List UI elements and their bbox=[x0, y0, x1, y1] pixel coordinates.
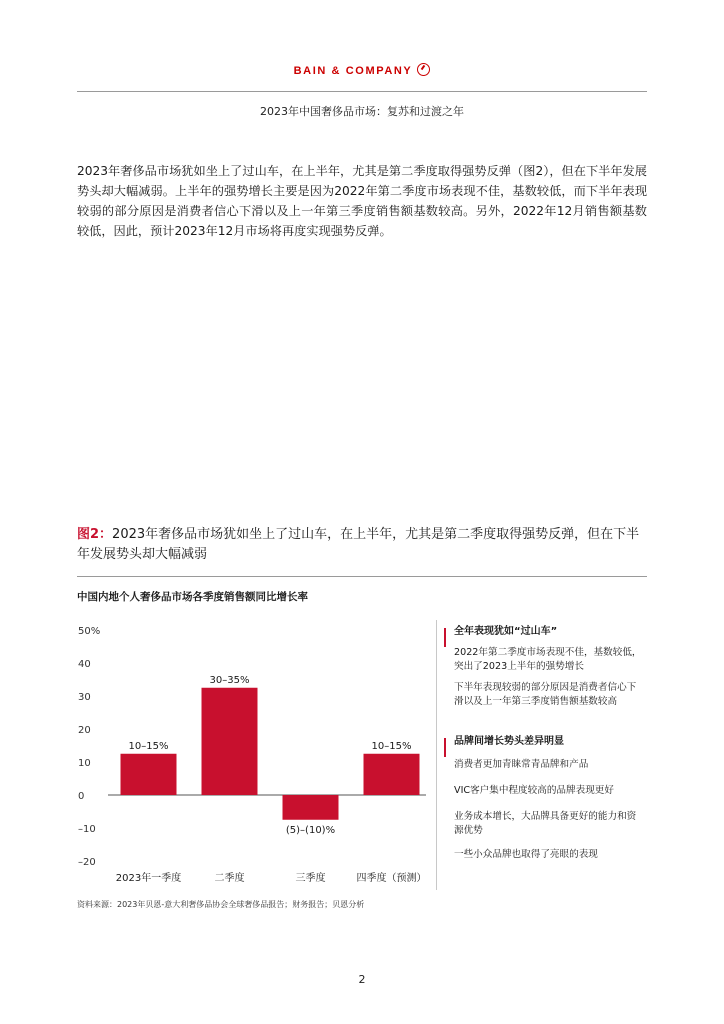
y-tick-label: 40 bbox=[78, 659, 91, 670]
figure-top-divider bbox=[77, 576, 647, 577]
takeaway-item: 消费者更加青睐常青品牌和产品 bbox=[454, 759, 589, 770]
category-label: 二季度 bbox=[214, 873, 245, 884]
takeaway-item: 一些小众品牌也取得了亮眼的表现 bbox=[454, 849, 598, 860]
data-label: 30–35% bbox=[209, 674, 250, 686]
bar bbox=[364, 754, 420, 795]
intro-paragraph: 2023年奢侈品市场犹如坐上了过山车，在上半年，尤其是第二季度取得强势反弹（图2），但在下半年发展势头却大幅减弱。上半年的强势增长主要是因为2022年第二季度市场表现不佳，基数较低，而下半年表现较弱的部分原因是消费者信心下滑以及上一年第三季度销售额基数较高。另外，2022年12月销售额基数较低，因此，预计2023年12月市场将再度实现强势反弹。 bbox=[77, 164, 647, 238]
source-note: 资料来源：2023年贝恩-意大利奢侈品协会全球奢侈品报告；财务报告；贝恩分析 bbox=[77, 900, 365, 909]
takeaway-item: 2022年第二季度市场表现不佳，基数较低，突出了2023上半年的强势增长 bbox=[454, 647, 642, 672]
section-marker bbox=[444, 738, 446, 757]
category-label: 四季度（预测） bbox=[356, 873, 427, 884]
chart-title: 中国内地个人奢侈品市场各季度销售额同比增长率 bbox=[77, 591, 308, 603]
data-label: 10–15% bbox=[371, 740, 412, 752]
y-tick-label: 0 bbox=[78, 791, 85, 802]
y-tick-label: 20 bbox=[78, 725, 91, 736]
brand-logo bbox=[0, 63, 724, 77]
bar bbox=[121, 754, 177, 795]
takeaway-section-2 bbox=[444, 735, 644, 862]
takeaway-section-1 bbox=[444, 625, 644, 709]
report-subtitle: 2023年中国奢侈品市场：复苏和过渡之年 bbox=[260, 105, 464, 118]
bar bbox=[283, 795, 339, 820]
page-number: 2 bbox=[358, 973, 366, 986]
takeaway-heading-1: 全年表现犹如“过山车” bbox=[454, 626, 558, 637]
y-tick-label: –20 bbox=[78, 857, 96, 868]
y-tick-label: 10 bbox=[78, 758, 91, 769]
chart-sidebar-divider bbox=[436, 620, 437, 890]
y-tick-label: –10 bbox=[78, 824, 96, 835]
key-takeaways-sidebar bbox=[444, 620, 644, 862]
figure-label: 图2： bbox=[77, 527, 113, 542]
category-label: 2023年一季度 bbox=[115, 873, 182, 884]
header-divider bbox=[77, 91, 647, 92]
growth-bar-chart bbox=[70, 620, 432, 890]
figure-caption-text: 2023年奢侈品市场犹如坐上了过山车，在上半年，尤其是第二季度取得强势反弹，但在下半年发展势头却大幅减弱 bbox=[77, 527, 640, 562]
takeaway-heading-2: 品牌间增长势头差异明显 bbox=[454, 736, 564, 747]
y-tick-label: 30 bbox=[78, 692, 91, 703]
figure-caption bbox=[77, 525, 647, 565]
brand-name: BAIN & COMPANY bbox=[293, 65, 413, 77]
takeaway-item: 下半年表现较弱的部分原因是消费者信心下滑以及上一年第三季度销售额基数较高 bbox=[454, 682, 637, 707]
category-label: 三季度 bbox=[295, 873, 326, 884]
bar bbox=[202, 688, 258, 795]
data-label: (5)–(10)% bbox=[285, 824, 336, 836]
takeaway-item: VIC客户集中程度较高的品牌表现更好 bbox=[454, 785, 614, 796]
section-marker bbox=[444, 628, 446, 647]
y-tick-label: 50% bbox=[78, 626, 101, 637]
takeaway-item: 业务成本增长，大品牌具备更好的能力和资源优势 bbox=[454, 811, 637, 836]
data-label: 10–15% bbox=[128, 740, 169, 752]
bain-logo-icon bbox=[417, 63, 430, 76]
